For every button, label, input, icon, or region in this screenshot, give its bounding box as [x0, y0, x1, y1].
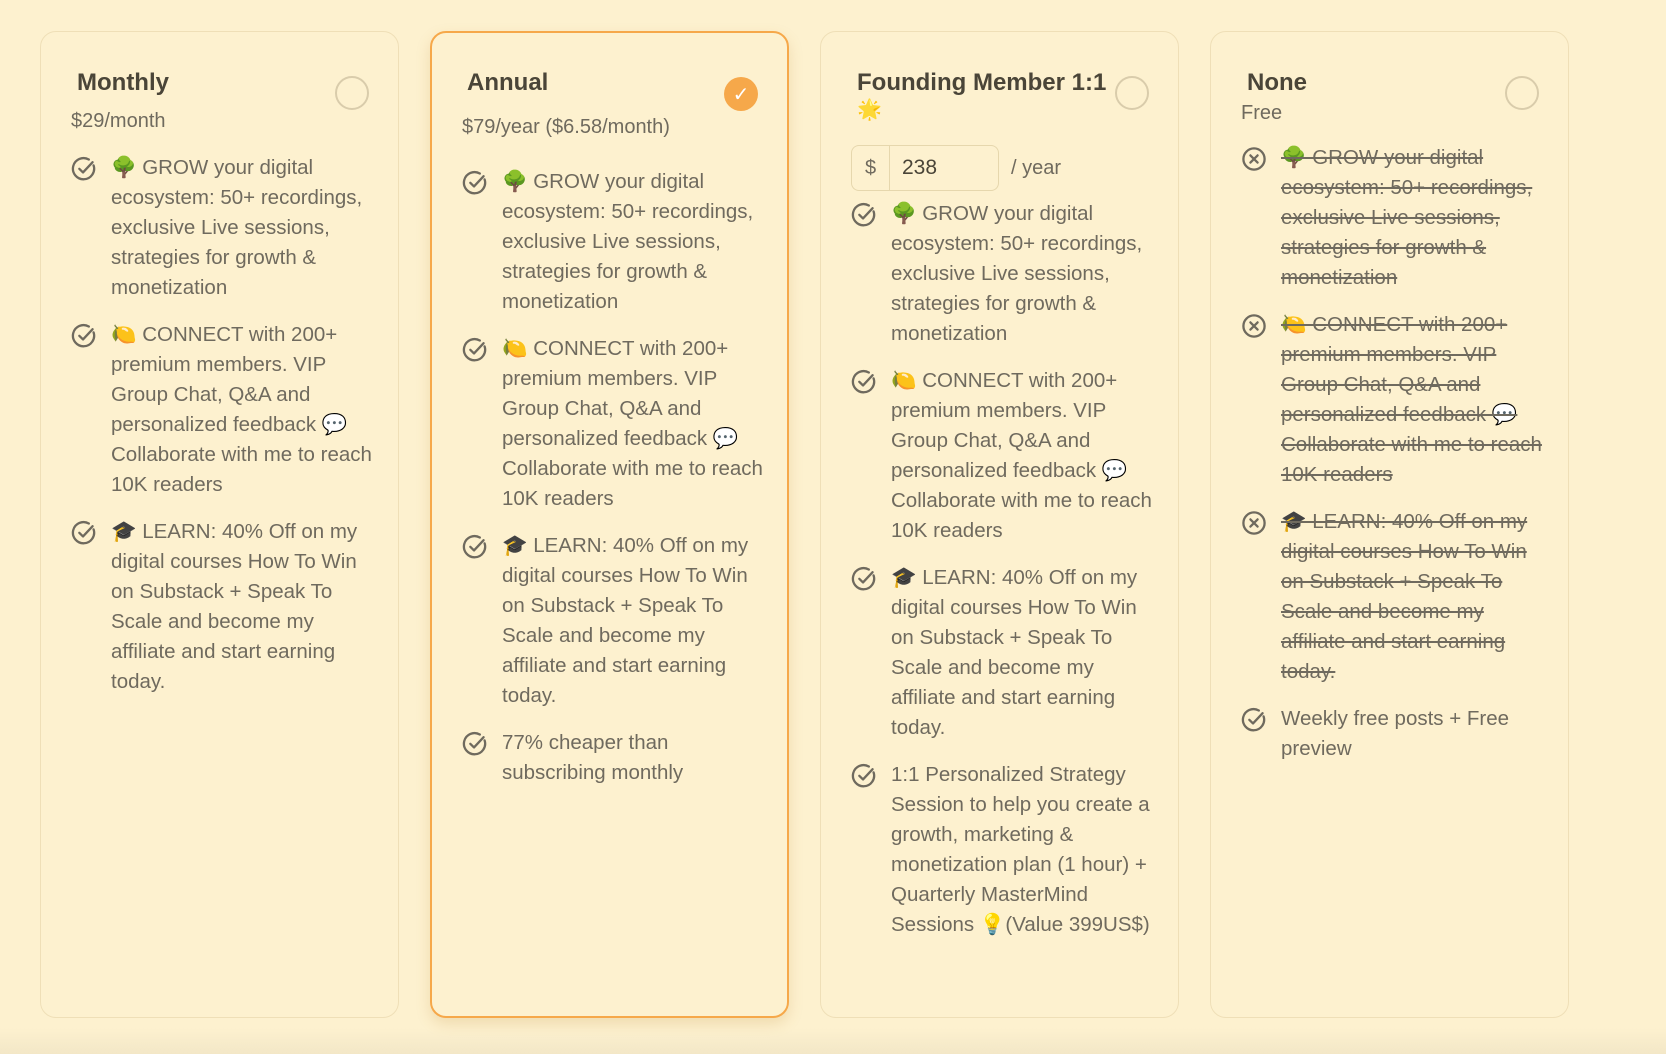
- feature-text: 🎓 LEARN: 40% Off on my digital courses How To Win on Substack + Speak To Scale and become my affiliate and start earning today.: [502, 534, 749, 707]
- amount-input[interactable]: [889, 145, 999, 191]
- feature-text: 🍋 CONNECT with 200+ premium members. VIP Group Chat, Q&A and personalized feedback 💬 Collaborate with me to reach 10K readers: [1281, 313, 1542, 486]
- feature-text: 🍋 CONNECT with 200+ premium members. VIP Group Chat, Q&A and personalized feedback 💬 Collaborate with me to reach 10K readers: [111, 323, 372, 496]
- plan-name: Annual: [467, 69, 549, 96]
- plan-price: Free: [1241, 102, 1283, 124]
- check-circle-icon: [851, 369, 877, 395]
- feature-text: Weekly free posts + Free preview: [1281, 707, 1510, 760]
- check-circle-icon: [462, 170, 488, 196]
- plan-card-monthly[interactable]: [40, 31, 399, 1018]
- check-circle-icon: [462, 534, 488, 560]
- x-circle-icon: [1241, 510, 1267, 536]
- plan-card-none[interactable]: [1210, 31, 1569, 1018]
- feature-text: 🎓 LEARN: 40% Off on my digital courses How To Win on Substack + Speak To Scale and become my affiliate and start earning today.: [111, 520, 358, 693]
- feature-list: [851, 199, 1156, 957]
- feature-item: [462, 167, 765, 317]
- feature-item: [851, 366, 1156, 546]
- check-circle-icon: [1241, 707, 1267, 733]
- check-circle-icon: [462, 337, 488, 363]
- x-circle-icon: [1241, 146, 1267, 172]
- plan-radio-none[interactable]: [1505, 76, 1539, 110]
- feature-item: [462, 531, 765, 711]
- bottom-shadow: [0, 1028, 1666, 1054]
- plan-options: [40, 31, 1569, 1018]
- feature-text: 🍋 CONNECT with 200+ premium members. VIP Group Chat, Q&A and personalized feedback 💬 Collaborate with me to reach 10K readers: [891, 369, 1152, 542]
- plan-price: $29/month: [71, 110, 166, 132]
- plan-name: [857, 67, 1106, 122]
- check-circle-icon: [71, 520, 97, 546]
- plan-name: None: [1247, 69, 1307, 96]
- check-circle-icon: [851, 566, 877, 592]
- feature-item: [1241, 310, 1546, 490]
- plan-radio-annual[interactable]: [724, 77, 758, 111]
- feature-text: 🌳 GROW your digital ecosystem: 50+ recordings, exclusive Live sessions, strategies for growth & monetization: [502, 170, 754, 313]
- feature-text: 🌳 GROW your digital ecosystem: 50+ recordings, exclusive Live sessions, strategies for growth & monetization: [111, 156, 363, 299]
- star-icon: 🌟: [857, 99, 882, 122]
- checkmark-icon: ✓: [732, 84, 750, 106]
- check-circle-icon: [71, 156, 97, 182]
- feature-item: [462, 334, 765, 514]
- feature-list: [71, 153, 376, 714]
- feature-item: [1241, 143, 1546, 293]
- plan-name-text: Founding Member 1:1: [857, 69, 1107, 96]
- plan-price: $79/year ($6.58/month): [462, 116, 670, 138]
- check-circle-icon: [851, 763, 877, 789]
- feature-text: 1:1 Personalized Strategy Session to help you create a growth, marketing & monetization plan (1 hour) + Quarterly MasterMind Sessions 💡(Value 399US$): [891, 763, 1150, 936]
- custom-amount-field: [851, 145, 1061, 191]
- feature-item: [1241, 704, 1546, 764]
- feature-text: 🎓 LEARN: 40% Off on my digital courses How To Win on Substack + Speak To Scale and become my affiliate and start earning today.: [891, 566, 1138, 739]
- feature-item: [71, 517, 376, 697]
- feature-text: 🌳 GROW your digital ecosystem: 50+ recordings, exclusive Live sessions, strategies for growth & monetization: [891, 202, 1143, 345]
- amount-period: / year: [1011, 156, 1062, 179]
- feature-item: [851, 199, 1156, 349]
- currency-symbol: $: [851, 145, 889, 191]
- feature-text: 🎓 LEARN: 40% Off on my digital courses How To Win on Substack + Speak To Scale and become my affiliate and start earning today.: [1281, 510, 1528, 683]
- feature-list: [1241, 143, 1546, 781]
- plan-name: Monthly: [77, 69, 169, 96]
- feature-item: [851, 760, 1156, 940]
- feature-item: [851, 563, 1156, 743]
- feature-text: 🌳 GROW your digital ecosystem: 50+ recordings, exclusive Live sessions, strategies for growth & monetization: [1281, 146, 1533, 289]
- feature-item: [71, 320, 376, 500]
- feature-item: [1241, 507, 1546, 687]
- plan-card-annual[interactable]: [430, 31, 789, 1018]
- feature-text: 🍋 CONNECT with 200+ premium members. VIP Group Chat, Q&A and personalized feedback 💬 Collaborate with me to reach 10K readers: [502, 337, 763, 510]
- plan-card-founding-member[interactable]: [820, 31, 1179, 1018]
- feature-list: [462, 167, 765, 805]
- feature-text: 77% cheaper than subscribing monthly: [502, 731, 684, 784]
- feature-item: [462, 728, 765, 788]
- plan-radio-founding-member[interactable]: [1115, 76, 1149, 110]
- plan-radio-monthly[interactable]: [335, 76, 369, 110]
- feature-item: [71, 153, 376, 303]
- check-circle-icon: [462, 731, 488, 757]
- x-circle-icon: [1241, 313, 1267, 339]
- check-circle-icon: [71, 323, 97, 349]
- check-circle-icon: [851, 202, 877, 228]
